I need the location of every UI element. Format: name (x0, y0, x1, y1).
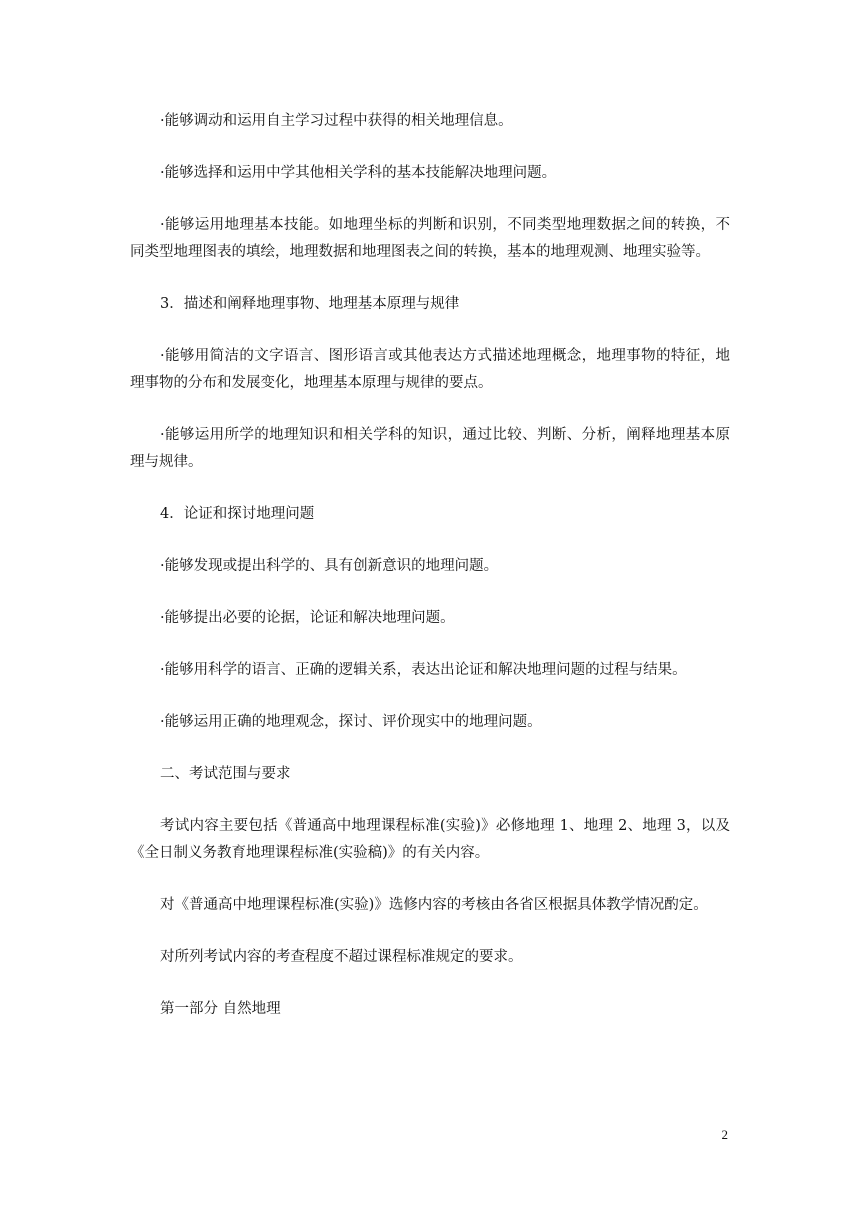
paragraph-3: ·能够运用地理基本技能。如地理坐标的判断和识别，不同类型地理数据之间的转换，不同类型地理图表的填绘，地理数据和地理图表之间的转换，基本的地理观测、地理实验等。 (130, 217, 730, 260)
page-number: 2 (721, 1127, 728, 1142)
paragraph-8: ·能够发现或提出科学的、具有创新意识的地理问题。 (160, 558, 499, 574)
part-heading-physical-geography: 第一部分 自然地理 (160, 1001, 281, 1017)
paragraph-5: ·能够用简洁的文字语言、图形语言或其他表达方式描述地理概念，地理事物的特征，地理事物的分布和发展变化，地理基本原理与规律的要点。 (130, 348, 730, 391)
paragraph-6: ·能够运用所学的地理知识和相关学科的知识，通过比较、判断、分析，阐释地理基本原理与规律。 (130, 427, 730, 470)
paragraph-1: ·能够调动和运用自主学习过程中获得的相关地理信息。 (160, 113, 513, 129)
paragraph-13: 考试内容主要包括《普通高中地理课程标准(实验)》必修地理 1、地理 2、地理 3，以及《全日制义务教育地理课程标准(实验稿)》的有关内容。 (130, 818, 730, 861)
paragraph-14: 对《普通高中地理课程标准(实验)》选修内容的考核由各省区根据具体教学情况酌定。 (160, 897, 708, 913)
section-heading-exam-scope: 二、考试范围与要求 (160, 766, 291, 782)
paragraph-15: 对所列考试内容的考查程度不超过课程标准规定的要求。 (160, 949, 523, 965)
section-heading-3: 3．描述和阐释地理事物、地理基本原理与规律 (160, 296, 460, 312)
paragraph-10: ·能够用科学的语言、正确的逻辑关系，表达出论证和解决地理问题的过程与结果。 (160, 662, 687, 678)
paragraph-11: ·能够运用正确的地理观念，探讨、评价现实中的地理问题。 (160, 714, 542, 730)
section-heading-4: 4．论证和探讨地理问题 (160, 506, 315, 522)
paragraph-2: ·能够选择和运用中学其他相关学科的基本技能解决地理问题。 (160, 165, 557, 181)
paragraph-9: ·能够提出必要的论据，论证和解决地理问题。 (160, 610, 455, 626)
page-body (130, 108, 730, 1048)
